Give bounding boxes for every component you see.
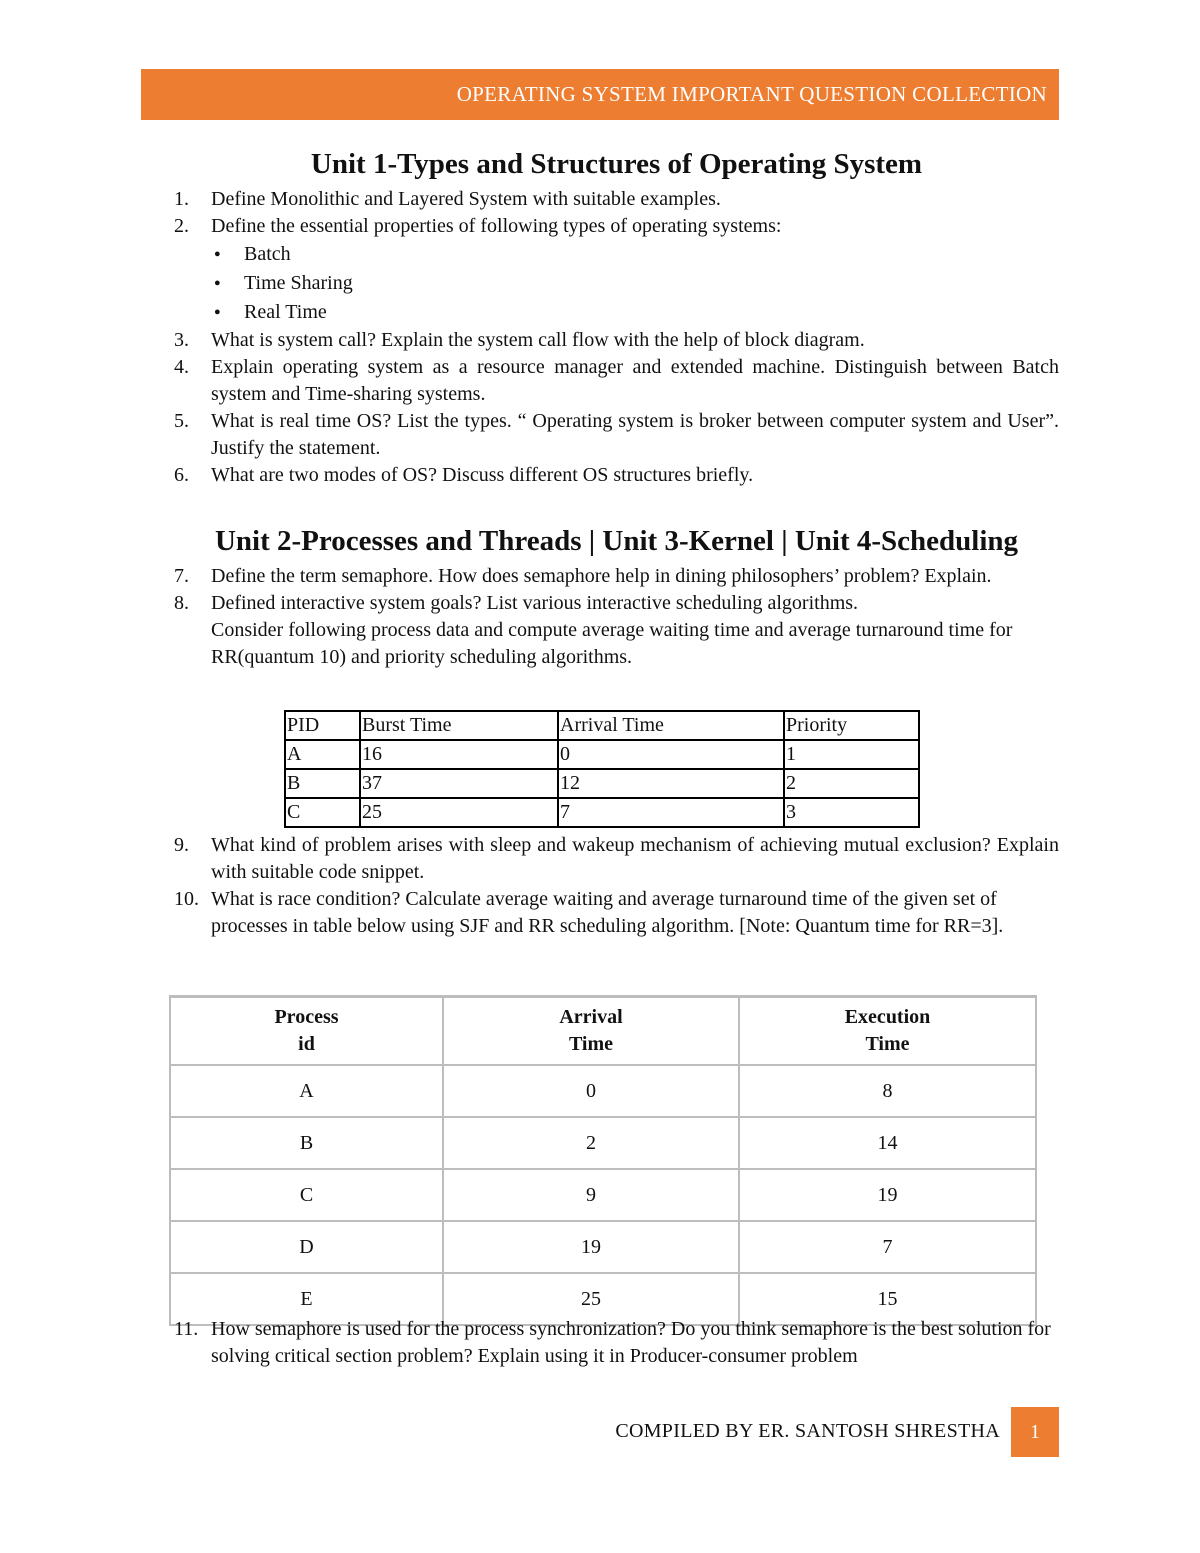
table-cell: 16 <box>360 740 558 769</box>
page-number: 1 <box>1011 1407 1059 1457</box>
content-end <box>174 1316 1059 1370</box>
footer-compiled-by: COMPILED BY ER. SANTOSH SHRESTHA <box>615 1420 1000 1442</box>
question-number: 11. <box>174 1318 199 1340</box>
header-title: OPERATING SYSTEM IMPORTANT QUESTION COLLECTION <box>456 82 1047 106</box>
question-text: What are two modes of OS? Discuss different OS structures briefly. <box>211 464 754 486</box>
question-5 <box>174 408 1059 462</box>
list-item: ● Real Time <box>244 298 1059 327</box>
table-row <box>170 1221 1036 1273</box>
table-header-cell: Arrival Time <box>443 997 739 1066</box>
table-cell: 2 <box>784 769 919 798</box>
question-number: 4. <box>174 356 189 378</box>
list-item: ● Batch <box>244 240 1059 269</box>
question-text: What is race condition? Calculate average waiting and average turnaround time of the given set of processes in table below using SJF and RR scheduling algorithm. [Note: Quantum time for RR=3]. <box>211 888 1004 937</box>
table-header-cell: Priority <box>784 711 919 740</box>
process-table-sjf-rr <box>169 995 1037 1326</box>
table-header-row <box>285 711 919 740</box>
table-row <box>285 769 919 798</box>
table-header-cell: Burst Time <box>360 711 558 740</box>
question-number: 9. <box>174 834 189 856</box>
question-number: 6. <box>174 464 189 486</box>
question-1 <box>174 186 1059 213</box>
question-text: Define the term semaphore. How does semaphore help in dining philosophers’ problem? Explain. <box>211 565 992 587</box>
table-cell: 7 <box>558 798 784 827</box>
list-item: ● Time Sharing <box>244 269 1059 298</box>
table-cell: 19 <box>443 1221 739 1273</box>
table-cell: C <box>285 798 360 827</box>
question-text-continued: Consider following process data and compute average waiting time and average turnaround time for RR(quantum 10) and priority scheduling algorithms. <box>211 619 1013 668</box>
table-cell: 3 <box>784 798 919 827</box>
table-cell: 1 <box>784 740 919 769</box>
table-header-row <box>170 997 1036 1066</box>
question-number: 1. <box>174 188 189 210</box>
question-text: What kind of problem arises with sleep and wakeup mechanism of achieving mutual exclusion? Explain with suitable code snippet. <box>211 834 1059 883</box>
unit1-heading: Unit 1-Types and Structures of Operating System <box>310 148 923 180</box>
table-header-cell: Execution Time <box>739 997 1036 1066</box>
table-cell: 7 <box>739 1221 1036 1273</box>
question-text: What is system call? Explain the system call flow with the help of block diagram. <box>211 329 865 351</box>
question-6 <box>174 462 1059 489</box>
table-cell: 19 <box>739 1169 1036 1221</box>
question-text-block <box>211 590 1059 671</box>
question-7 <box>174 563 1059 590</box>
table-cell: E <box>170 1273 443 1325</box>
content-continued <box>174 832 1059 940</box>
question-10 <box>174 886 1059 940</box>
question-number: 7. <box>174 565 189 587</box>
question-number: 10. <box>174 888 199 910</box>
question-4 <box>174 354 1059 408</box>
header-bar <box>141 69 1059 120</box>
table-row <box>170 1117 1036 1169</box>
question-2 <box>174 213 1059 240</box>
content <box>174 142 1059 671</box>
process-table-rr-priority <box>284 710 920 828</box>
table-row <box>285 740 919 769</box>
table-cell: 8 <box>739 1065 1036 1117</box>
table-cell: 25 <box>360 798 558 827</box>
question-number: 2. <box>174 215 189 237</box>
unit2-heading: Unit 2-Processes and Threads | Unit 3-Kernel | Unit 4-Scheduling <box>214 525 1019 557</box>
table-cell: 2 <box>443 1117 739 1169</box>
question-11 <box>174 1316 1059 1370</box>
question-number: 5. <box>174 410 189 432</box>
question-text: How semaphore is used for the process synchronization? Do you think semaphore is the best solution for solving critical section problem? Explain using it in Producer-consumer problem <box>211 1318 1051 1367</box>
table-cell: 0 <box>558 740 784 769</box>
table-cell: 12 <box>558 769 784 798</box>
question-8 <box>174 590 1059 671</box>
table-cell: 0 <box>443 1065 739 1117</box>
table-row <box>170 1065 1036 1117</box>
question-number: 8. <box>174 592 189 614</box>
table-cell: C <box>170 1169 443 1221</box>
table-cell: B <box>285 769 360 798</box>
question-text: Define the essential properties of following types of operating systems: <box>211 215 782 237</box>
table-header-cell: Process id <box>170 997 443 1066</box>
question-9 <box>174 832 1059 886</box>
table-cell: 37 <box>360 769 558 798</box>
table-cell: 9 <box>443 1169 739 1221</box>
table-header-cell: Arrival Time <box>558 711 784 740</box>
question-text: Explain operating system as a resource manager and extended machine. Distinguish between Batch system and Time-sharing systems. <box>211 356 1059 405</box>
table-row <box>170 1169 1036 1221</box>
table-cell: A <box>285 740 360 769</box>
table-cell: D <box>170 1221 443 1273</box>
question-number: 3. <box>174 329 189 351</box>
table-cell: 25 <box>443 1273 739 1325</box>
os-types-list <box>174 240 1059 327</box>
table-cell: A <box>170 1065 443 1117</box>
table-header-cell: PID <box>285 711 360 740</box>
question-text: Defined interactive system goals? List various interactive scheduling algorithms. <box>211 592 859 614</box>
table-cell: 15 <box>739 1273 1036 1325</box>
table-cell: B <box>170 1117 443 1169</box>
question-text: What is real time OS? List the types. “ Operating system is broker between computer system and User”. Justify the statement. <box>211 410 1059 459</box>
question-text: Define Monolithic and Layered System with suitable examples. <box>211 188 721 210</box>
table-cell: 14 <box>739 1117 1036 1169</box>
question-3 <box>174 327 1059 354</box>
table-row <box>285 798 919 827</box>
